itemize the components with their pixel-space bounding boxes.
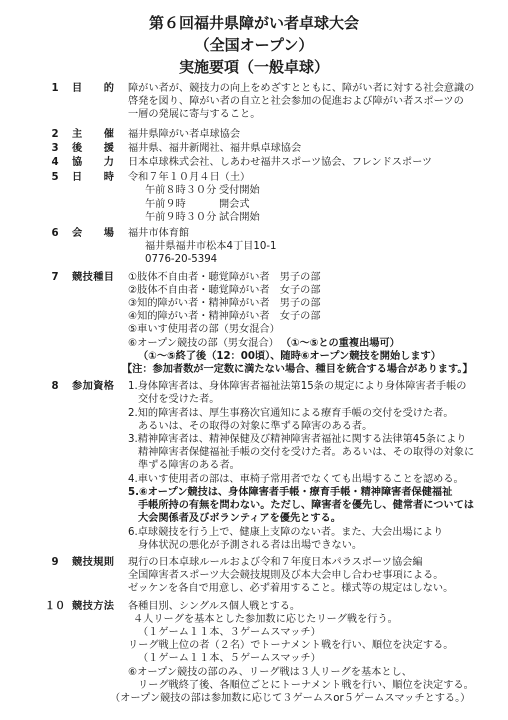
format-line: リーグ戦上位の者（２名）でトーナメント戦を行い、順位を決定する。 bbox=[128, 640, 454, 652]
eligibility-line: 6.卓球競技を行う上で、健康上支障のない者。また、大会出場により bbox=[128, 526, 444, 538]
section-sponsors bbox=[0, 142, 508, 155]
section-number: 2 bbox=[51, 128, 59, 140]
eligibility-line: 4.車いす使用者の部は、車椅子常用者でなくても出場することを認める。 bbox=[128, 473, 464, 485]
cooperation-text: 日本卓球株式会社、しあわせ福井スポーツ協会、フレンドスポーツ bbox=[128, 157, 433, 169]
event-item: ③知的障がい者・精神障がい者 男子の部 bbox=[128, 298, 321, 310]
format-line: （オープン競技の部は参加数に応じて３ゲームスor５ゲームスマッチとする。） bbox=[110, 692, 471, 704]
section-venue bbox=[0, 227, 508, 267]
format-line: （１ゲーム１１本、３ゲームスマッチ） bbox=[138, 626, 321, 638]
purpose-line: 啓発を図り、障がい者の自立と社会参加の促進および障がい者スポーツの bbox=[128, 96, 464, 108]
section-label: 目的 bbox=[72, 83, 114, 94]
purpose-line: 一層の発展に寄与すること。 bbox=[128, 109, 261, 121]
purpose-line: 障がい者が、競技力の向上をめざすとともに、障がい者に対する社会意識の bbox=[128, 83, 475, 94]
section-number: 4 bbox=[51, 157, 59, 169]
schedule-event: 開会式 bbox=[219, 198, 250, 210]
eligibility-line: 準ずる障害のある者。 bbox=[138, 460, 240, 472]
event-item: ④知的障がい者・精神障がい者 女子の部 bbox=[128, 311, 321, 323]
format-line: （１ゲーム１１本、５ゲームスマッチ） bbox=[138, 653, 321, 665]
event-item: ②肢体不自由者・聴覚障がい者 女子の部 bbox=[128, 284, 321, 296]
document-subtitle: （全国オープン） bbox=[194, 36, 314, 54]
schedule-event: 試合開始 bbox=[219, 211, 260, 223]
eligibility-line-emphasis: 大会関係者及びボランティアを優先とする。 bbox=[138, 513, 341, 525]
eligibility-line: 3.精神障害者は、精神保健及び精神障害者福祉に関する法律第45条により bbox=[128, 434, 467, 446]
section-number: 7 bbox=[51, 271, 59, 283]
rules-line: 全国障害者スポーツ大会競技規則及び本大会申し合わせ事項による。 bbox=[128, 570, 444, 582]
event-date: 令和７年１０月４日（土） bbox=[128, 172, 251, 184]
section-number: 9 bbox=[51, 556, 59, 568]
venue-phone: 0776-20-5394 bbox=[145, 254, 218, 266]
section-format bbox=[0, 600, 508, 706]
section-label: 競技種目 bbox=[72, 271, 114, 283]
document-title: 第６回福井県障がい者卓球大会 bbox=[148, 14, 359, 32]
format-line: ４人リーグを基本とした参加数に応じたリーグ戦を行う。 bbox=[133, 613, 398, 625]
schedule-row bbox=[145, 211, 508, 224]
event-item: ①肢体不自由者・聴覚障がい者 男子の部 bbox=[128, 271, 321, 283]
section-number: １０ bbox=[44, 600, 66, 612]
schedule-event: 受付開始 bbox=[219, 185, 260, 197]
open-start-note: （①～⑤終了後（12：00頃）、随時⑥オープン競技を開始します） bbox=[138, 350, 441, 362]
section-number: 1 bbox=[51, 83, 59, 94]
rules-line: 現行の日本卓球ルールおよび令和７年度日本パラスポーツ協会編 bbox=[128, 556, 423, 568]
events-caution: 【注：参加者数が一定数に満たない場合、種目を統合する場合があります。】 bbox=[122, 364, 473, 376]
section-organizer bbox=[0, 128, 508, 141]
section-eligibility bbox=[0, 380, 508, 552]
rules-line: ゼッケンを各自で用意し、必ず着用すること。様式等の規定はしない。 bbox=[128, 583, 454, 595]
schedule-time: 午前８時３０分 bbox=[145, 185, 217, 197]
eligibility-line-emphasis: 手帳所持の有無を問わない。ただし、障害者を優先し、健常者については bbox=[138, 500, 474, 512]
document-title-block bbox=[0, 12, 508, 78]
section-number: 6 bbox=[51, 228, 59, 240]
section-datetime bbox=[0, 171, 508, 224]
organizer-text: 福井県障がい者卓球協会 bbox=[128, 128, 241, 140]
venue-address: 福井県福井市松本4丁目10-1 bbox=[145, 241, 277, 253]
section-label: 会場 bbox=[72, 228, 114, 240]
open-event-name: ⑥オープン競技の部（男女混合） bbox=[128, 337, 279, 349]
section-cooperation bbox=[0, 156, 508, 169]
section-label: 後援 bbox=[72, 142, 114, 154]
document-body bbox=[0, 82, 508, 705]
eligibility-line: 身体状況の悪化が予測される者は出場できない。 bbox=[138, 539, 363, 551]
section-number: 3 bbox=[51, 142, 59, 154]
event-item-open bbox=[128, 337, 508, 350]
section-number: 5 bbox=[51, 172, 59, 184]
sponsors-text: 福井県、福井新聞社、福井県卓球協会 bbox=[128, 142, 302, 154]
venue-name: 福井市体育館 bbox=[128, 228, 190, 240]
section-rules bbox=[0, 556, 508, 596]
schedule-time: 午前９時３０分 bbox=[145, 211, 217, 223]
schedule-row bbox=[145, 198, 508, 211]
section-label: 協力 bbox=[72, 157, 114, 169]
section-number: 8 bbox=[51, 381, 59, 393]
document-heading-kind: 実施要項（一般卓球） bbox=[178, 58, 329, 76]
eligibility-line: あるいは、その取得の対象に準ずる障害のある者。 bbox=[138, 420, 373, 432]
format-line: リーグ戦終了後、各順位ごとにトーナメント戦を行い、順位を決定する。 bbox=[138, 679, 474, 691]
eligibility-line: 交付を受けた者。 bbox=[138, 394, 220, 406]
open-event-note: （①～⑤との重複出場可） bbox=[285, 337, 400, 349]
section-events bbox=[0, 271, 508, 377]
section-label: 参加資格 bbox=[72, 381, 114, 393]
section-label: 主催 bbox=[72, 128, 114, 140]
eligibility-line-emphasis: 5.⑥オープン競技は、身体障害者手帳・療育手帳・精神障害者保健福祉 bbox=[128, 486, 453, 498]
schedule-time: 午前９時 bbox=[145, 198, 186, 210]
eligibility-line: 精神障害者保健福祉手帳の交付を受けた者。あるいは、その取得の対象に bbox=[138, 447, 475, 459]
format-line: ⑥オープン競技の部のみ、リーグ戦は３人リーグを基本とし、 bbox=[128, 666, 412, 678]
eligibility-line: 2.知的障害者は、厚生事務次官通知による療育手帳の交付を受けた者。 bbox=[128, 407, 454, 419]
eligibility-line: 1.身体障害者は、身体障害者福祉法第15条の規定により身体障害者手帳の bbox=[128, 381, 467, 393]
format-line: 各種目別、シングルス個人戦とする。 bbox=[128, 600, 301, 612]
section-purpose bbox=[0, 82, 508, 122]
section-label: 競技規則 bbox=[72, 556, 114, 568]
section-label: 競技方法 bbox=[72, 600, 114, 612]
event-item: ⑤車いす使用者の部（男女混合） bbox=[128, 324, 280, 336]
section-label: 日時 bbox=[72, 172, 114, 184]
schedule-row bbox=[145, 184, 508, 197]
